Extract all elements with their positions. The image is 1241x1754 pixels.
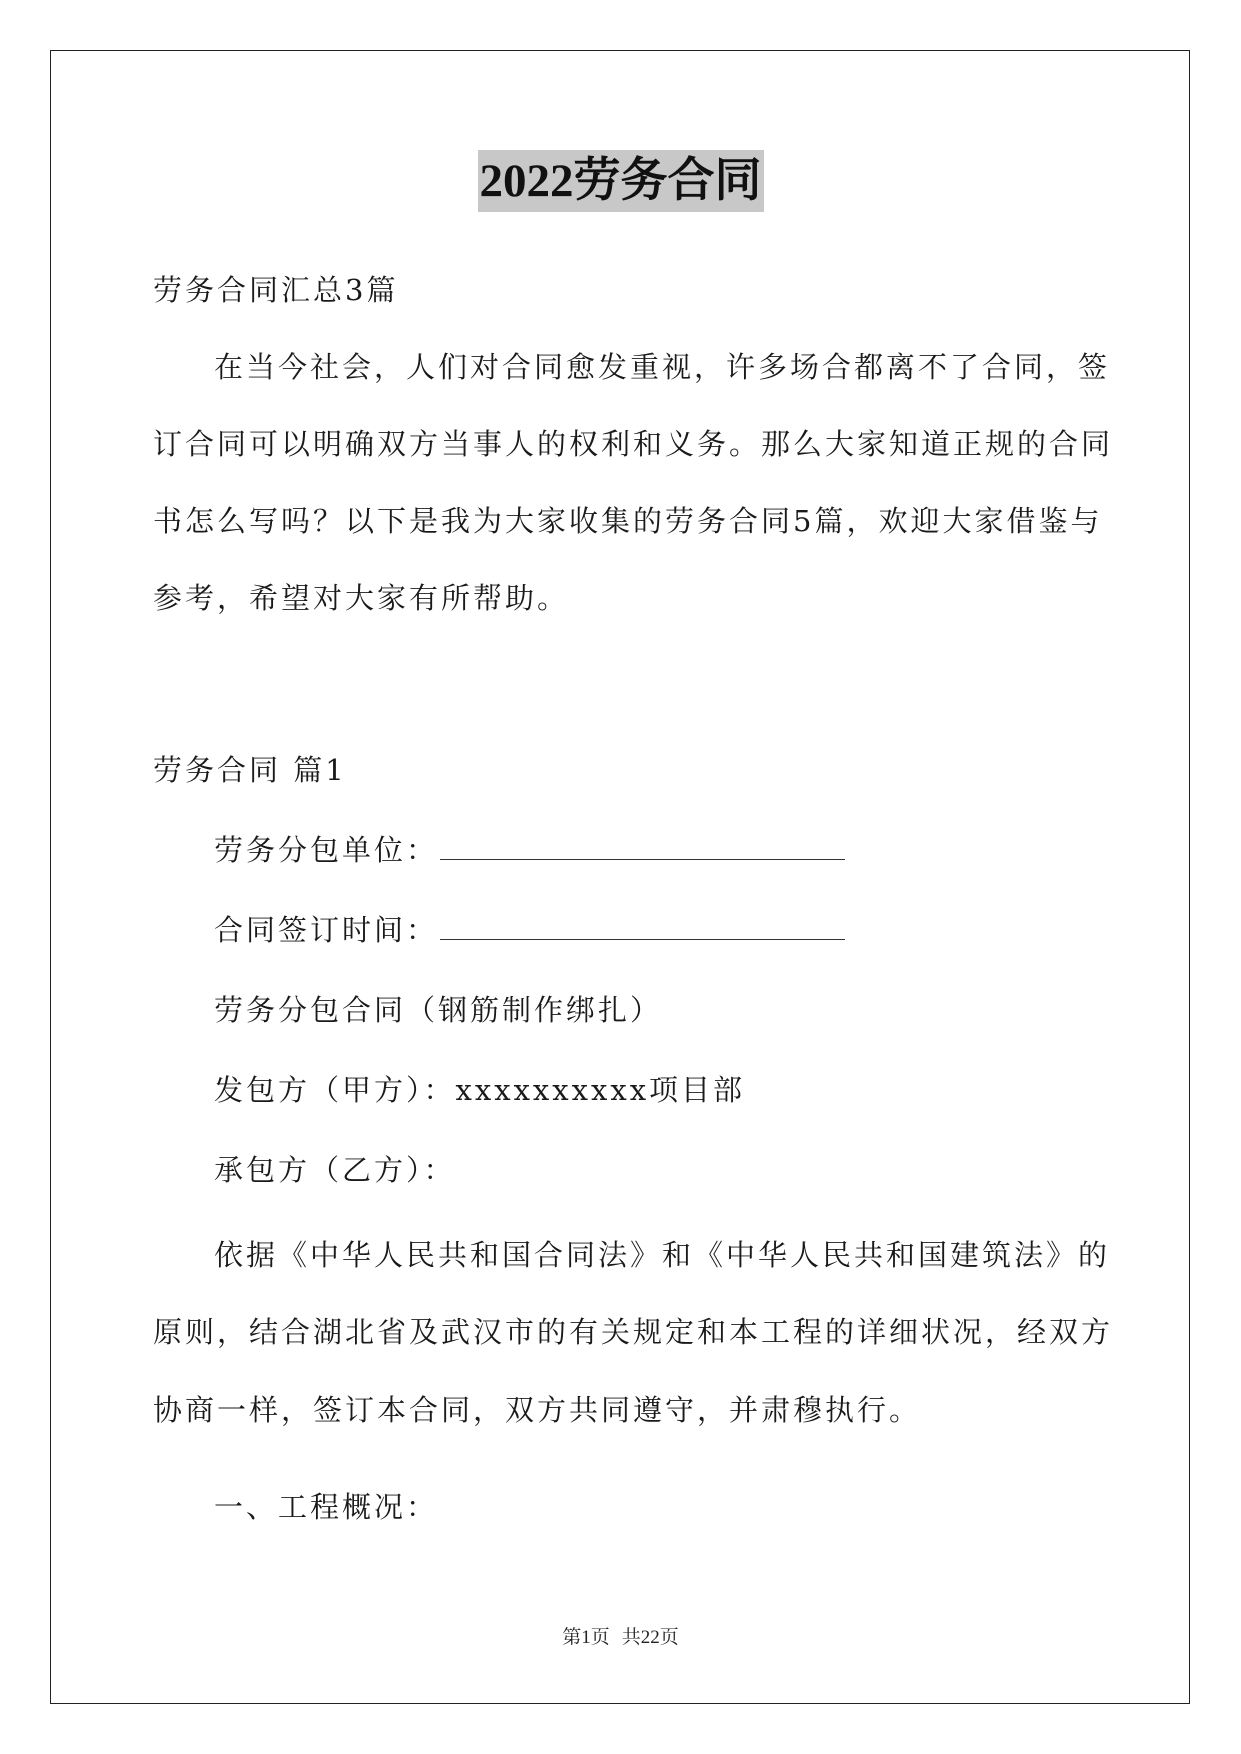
intro-line: 书怎么写吗？以下是我为大家收集的劳务合同5篇，欢迎大家借鉴与 bbox=[153, 504, 1103, 538]
item-one-heading: 一、工程概况： bbox=[214, 1490, 439, 1524]
document-subtitle: 劳务合同汇总3篇 bbox=[153, 273, 399, 307]
intro-line: 订合同可以明确双方当事人的权利和义务。那么大家知道正规的合同 bbox=[153, 427, 1114, 461]
subcontract-unit-field bbox=[214, 830, 845, 870]
document-title: 2022劳务合同 bbox=[478, 150, 764, 212]
current-page: 第1页 bbox=[562, 1627, 610, 1648]
subcontract-unit-label: 劳务分包单位： bbox=[214, 833, 439, 867]
subcontract-unit-blank bbox=[440, 833, 845, 860]
section-heading: 劳务合同 篇1 bbox=[153, 753, 347, 787]
intro-line: 在当今社会，人们对合同愈发重视，许多场合都离不了合同，签 bbox=[214, 350, 1111, 384]
contract-name: 劳务分包合同（钢筋制作绑扎） bbox=[214, 993, 663, 1027]
sign-time-blank bbox=[440, 913, 845, 940]
party-a: 发包方（甲方）：xxxxxxxxxx项目部 bbox=[214, 1073, 746, 1107]
party-b: 承包方（乙方）： bbox=[214, 1153, 456, 1187]
basis-line: 原则，结合湖北省及武汉市的有关规定和本工程的详细状况，经双方 bbox=[153, 1315, 1114, 1349]
intro-line: 参考，希望对大家有所帮助。 bbox=[153, 581, 570, 615]
basis-line: 协商一样，签订本合同，双方共同遵守，并肃穆执行。 bbox=[153, 1393, 922, 1427]
total-pages: 共22页 bbox=[621, 1627, 679, 1648]
page-footer bbox=[0, 1622, 1241, 1649]
basis-line: 依据《中华人民共和国合同法》和《中华人民共和国建筑法》的 bbox=[214, 1238, 1111, 1272]
title-container bbox=[0, 150, 1241, 212]
sign-time-label: 合同签订时间： bbox=[214, 913, 439, 947]
sign-time-field bbox=[214, 910, 845, 950]
